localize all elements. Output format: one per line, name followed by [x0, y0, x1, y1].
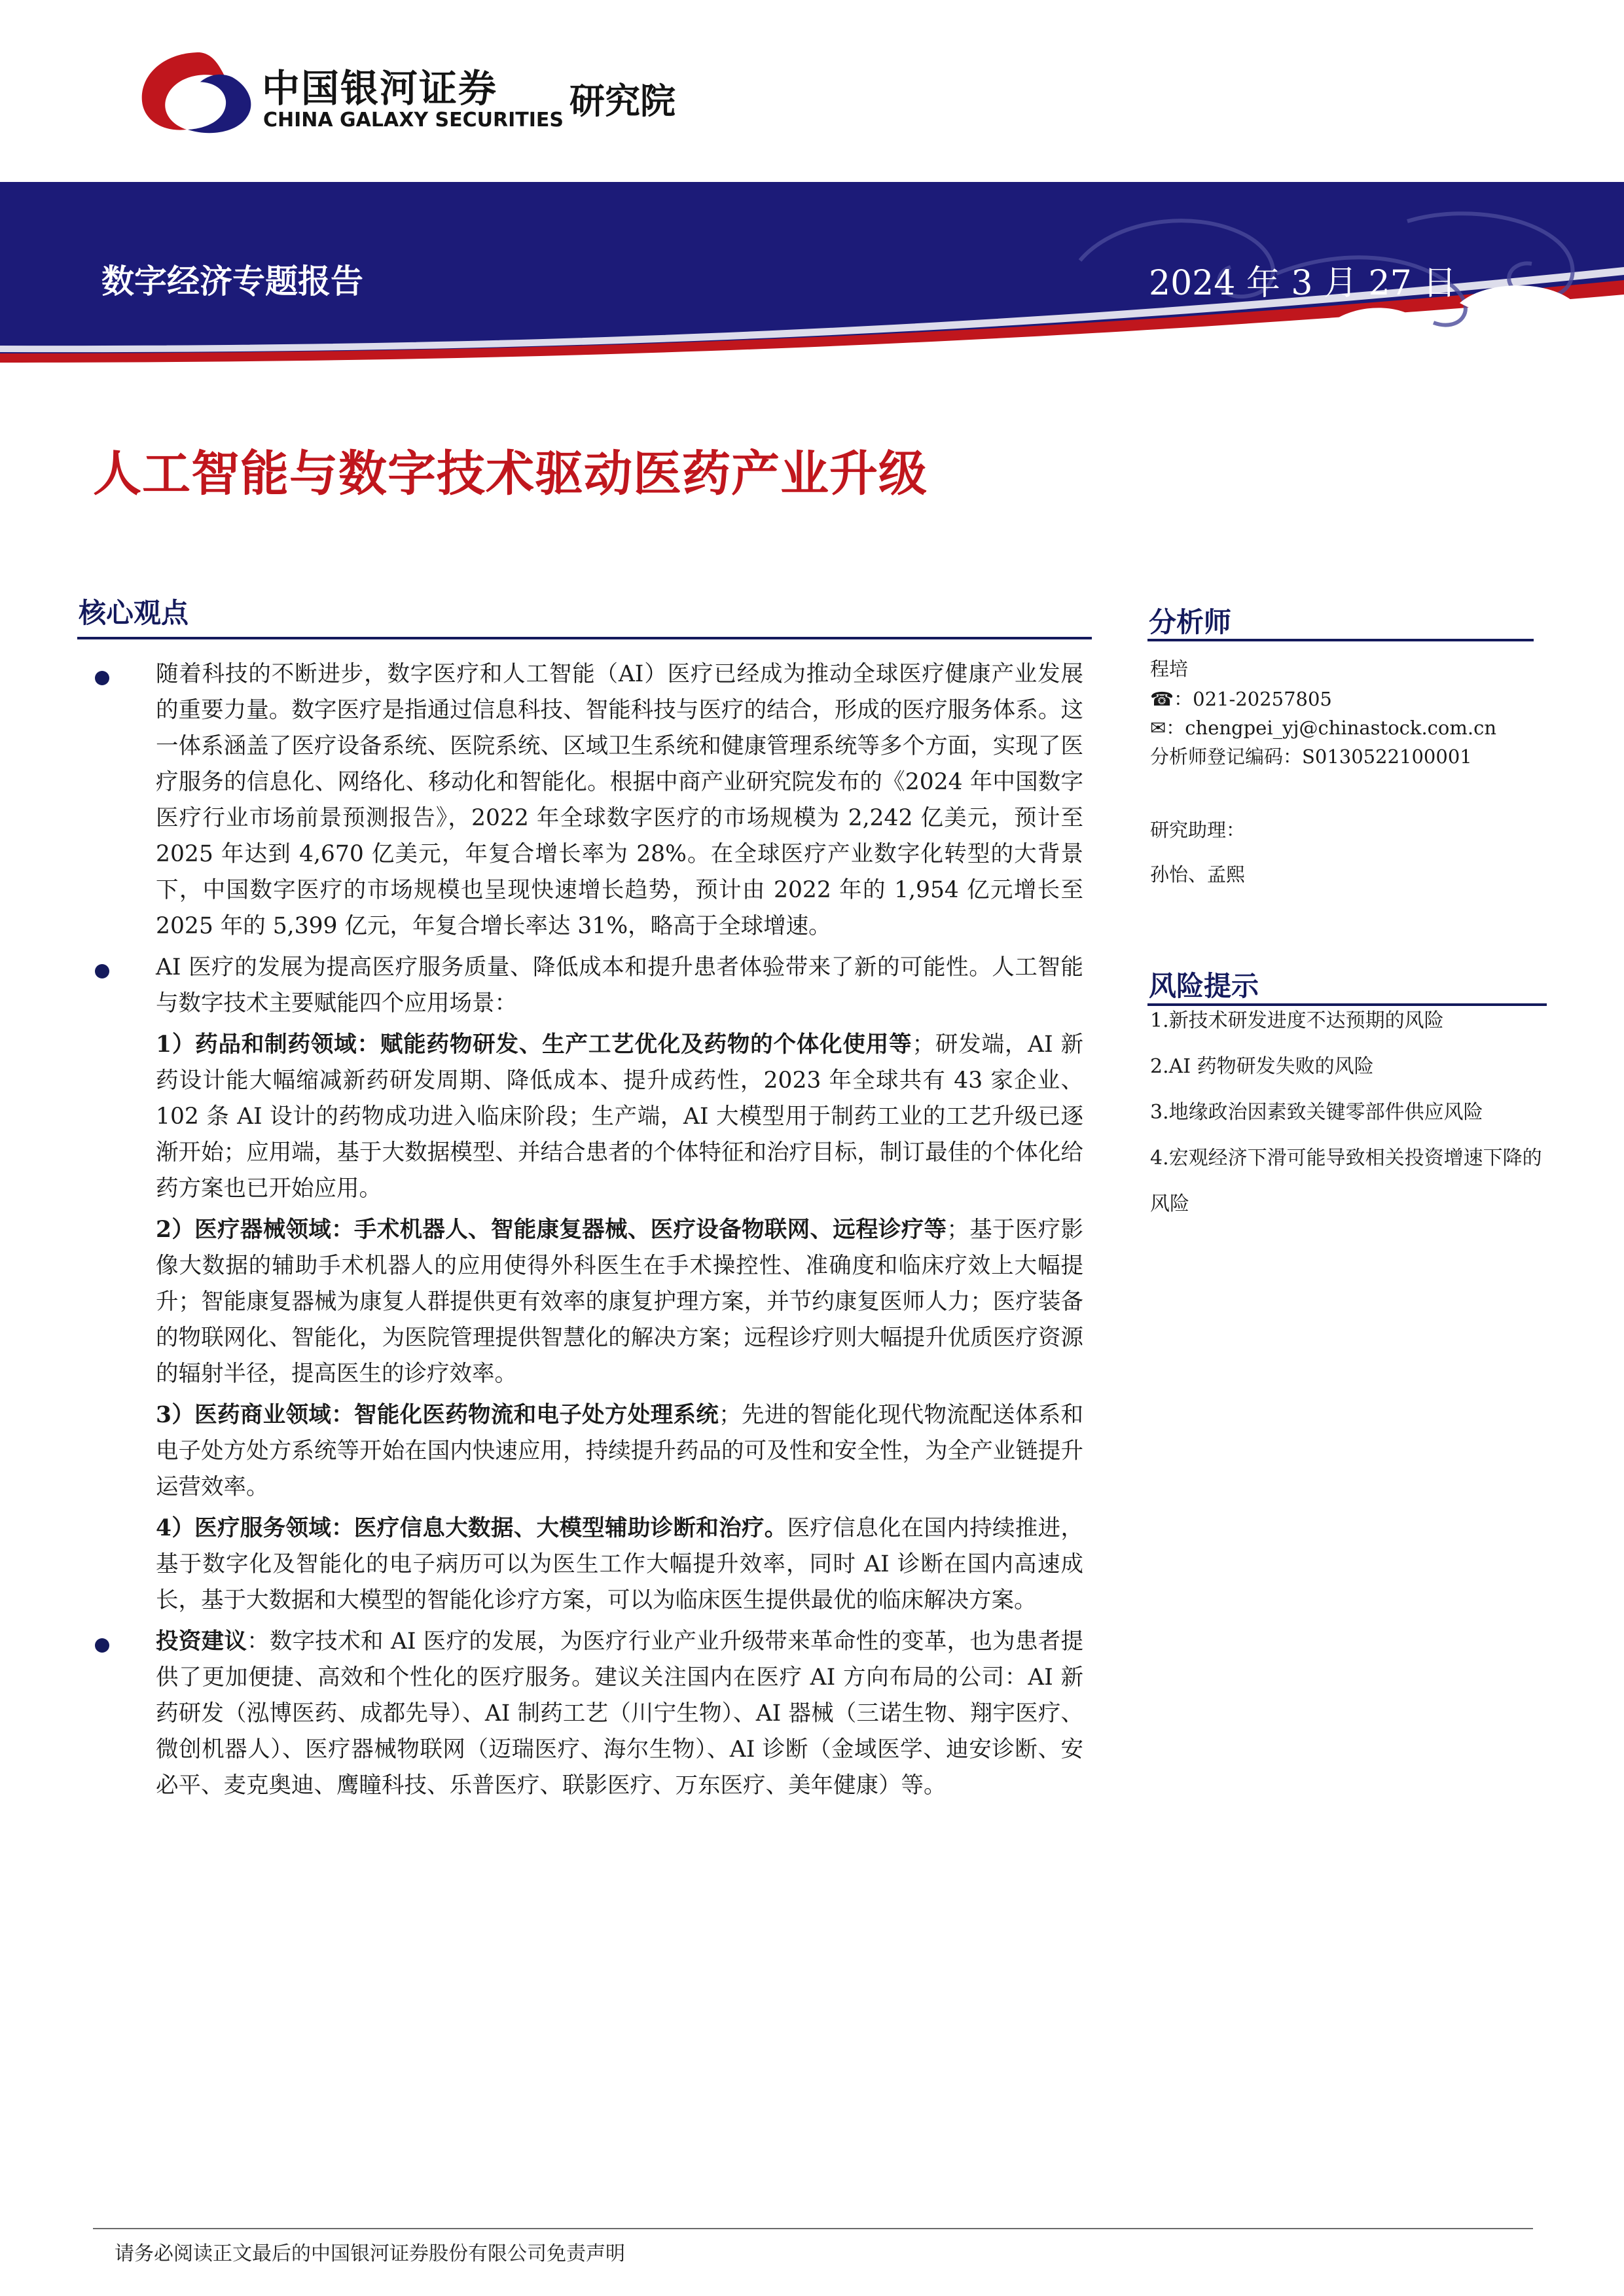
bullet-dot-icon [95, 964, 109, 978]
analyst-cert: 分析师登记编码：S0130522100001 [1150, 745, 1472, 768]
analyst-divider [1147, 639, 1534, 641]
scenario-3 [156, 1397, 1083, 1505]
footer-disclaimer: 请务必阅读正文最后的中国银河证券股份有限公司免责声明 [115, 2242, 625, 2265]
analyst-phone: ☎：021-20257805 [1150, 688, 1332, 710]
scenario-4-heading: 4）医疗服务领域：医疗信息大数据、大模型辅助诊断和治疗。 [156, 1515, 787, 1541]
analyst-name: 程培 [1150, 658, 1189, 680]
core-bullet-3 [95, 1624, 1083, 1804]
core-heading: 核心观点 [79, 597, 189, 629]
scenario-2-heading: 2）医疗器械领域：手术机器人、智能康复器械、医疗设备物联网、远程诊疗等 [156, 1217, 947, 1243]
bullet-dot-icon [95, 1638, 109, 1653]
scenario-4-text: 医疗信息化在国内持续推进，基于数字化及智能化的电子病历可以为医生工作大幅提升效率，同时 AI 诊断在国内高速成长，基于大数据和大模型的智能化诊疗方案，可以为临床医生提供最优的临床解决方案。 [156, 1515, 1083, 1613]
investment-label: 投资建议 [156, 1628, 247, 1655]
scenario-2-text: ；基于医疗影像大数据的辅助手术机器人的应用使得外科医生在手术操控性、准确度和临床疗效上大幅提升；智能康复器械为康复人群提供更有效率的康复护理方案，并节约康复医师人力；医疗装备的物联网化、智能化，为医院管理提供智慧化的解决方案；远程诊疗则大幅提升优质医疗资源的辐射半径，提高医生的诊疗效率。 [156, 1217, 1083, 1387]
brand-name-cn: 中国银河证券 [262, 66, 498, 111]
galaxy-swirl-logo-icon [134, 46, 265, 137]
brand-name-en: CHINA GALAXY SECURITIES [263, 109, 564, 132]
assistant-label: 研究助理： [1150, 819, 1246, 841]
analyst-email[interactable]: ✉：chengpei_yj@chinastock.com.cn [1150, 717, 1497, 739]
core-divider [77, 637, 1092, 639]
report-date: 2024 年 3 月 27 日 [1149, 264, 1457, 303]
investment-text: ：数字技术和 AI 医疗的发展，为医疗行业产业升级带来革命性的变革，也为患者提供了更加便捷、高效和个性化的医疗服务。建议关注国内在医疗 AI 方向布局的公司：AI 新药研发（泓博医药、成都先导）、AI 制药工艺（川宁生物）、AI 器械（三诺生物、翔宇医疗、微创机器人）、医疗器械物联网（迈瑞医疗、海尔生物）、AI 诊断（金域医学、迪安诊断、安必平、麦克奥迪、鹰瞳科技、乐普医疗、联影医疗、万东医疗、美年健康）等。 [156, 1628, 1083, 1799]
risk-item: 3.地缘政治因素致关键零部件供应风险 [1150, 1101, 1483, 1124]
assistant-names: 孙怡、孟熙 [1150, 863, 1246, 886]
risk-item: 1.新技术研发进度不达预期的风险 [1150, 1009, 1444, 1032]
page-title: 人工智能与数字技术驱动医药产业升级 [93, 446, 928, 502]
core-bullet-2 [95, 950, 1083, 1022]
core-paragraph-3 [156, 1624, 1083, 1804]
core-body [95, 656, 1083, 1809]
scenario-3-text: ；先进的智能化现代物流配送体系和电子处方处方系统等开始在国内快速应用，持续提升药品的可及性和安全性，为全产业链提升运营效率。 [156, 1402, 1083, 1500]
core-paragraph-2: AI 医疗的发展为提高医疗服务质量、降低成本和提升患者体验带来了新的可能性。人工智能与数字技术主要赋能四个应用场景： [156, 954, 1083, 1016]
scenario-1-text: ；研发端，AI 新药设计能大幅缩减新药研发周期、降低成本、提升成药性，2023 年全球共有 43 家企业、102 条 AI 设计的药物成功进入临床阶段；生产端，AI 大模型用于制药工业的工艺升级已逐渐开始；应用端，基于大数据模型、并结合患者的个体特征和治疗目标，制订最佳的个体化给药方案也已开始应用。 [156, 1031, 1083, 1202]
scenario-2 [156, 1212, 1083, 1392]
risk-heading: 风险提示 [1149, 970, 1259, 1002]
brand-institute: 研究院 [569, 81, 676, 122]
core-bullet-1 [95, 656, 1083, 944]
report-type: 数字经济专题报告 [101, 262, 363, 300]
analyst-heading: 分析师 [1149, 606, 1232, 638]
scenario-3-heading: 3）医药商业领域：智能化医药物流和电子处方处理系统 [156, 1402, 719, 1428]
core-paragraph-1: 随着科技的不断进步，数字医疗和人工智能（AI）医疗已经成为推动全球医疗健康产业发展的重要力量。数字医疗是指通过信息科技、智能科技与医疗的结合，形成的医疗服务体系。这一体系涵盖了医疗设备系统、医院系统、区域卫生系统和健康管理系统等多个方面，实现了医疗服务的信息化、网络化、移动化和智能化。根据中商产业研究院发布的《2024 年中国数字医疗行业市场前景预测报告》，2022 年全球数字医疗的市场规模为 2,242 亿美元，预计至 2025 年达到 4,670 亿美元，年复合增长率为 28%。在全球医疗产业数字化转型的大背景下，中国数字医疗的市场规模也呈现快速增长趋势，预计由 2022 年的 1,954 亿元增长至 2025 年的 5,399 亿元，年复合增长率达 31%，略高于全球增速。 [156, 661, 1083, 939]
scenario-1-heading: 1）药品和制药领域：赋能药物研发、生产工艺优化及药物的个体化使用等 [156, 1031, 912, 1058]
scenario-1 [156, 1027, 1083, 1207]
risk-item: 4.宏观经济下滑可能导致相关投资增速下降的风险 [1150, 1147, 1542, 1215]
bullet-dot-icon [95, 671, 109, 685]
risk-list [1150, 998, 1549, 1227]
scenario-4 [156, 1511, 1083, 1619]
risk-item: 2.AI 药物研发失败的风险 [1150, 1055, 1374, 1078]
footer-divider [93, 2228, 1533, 2229]
